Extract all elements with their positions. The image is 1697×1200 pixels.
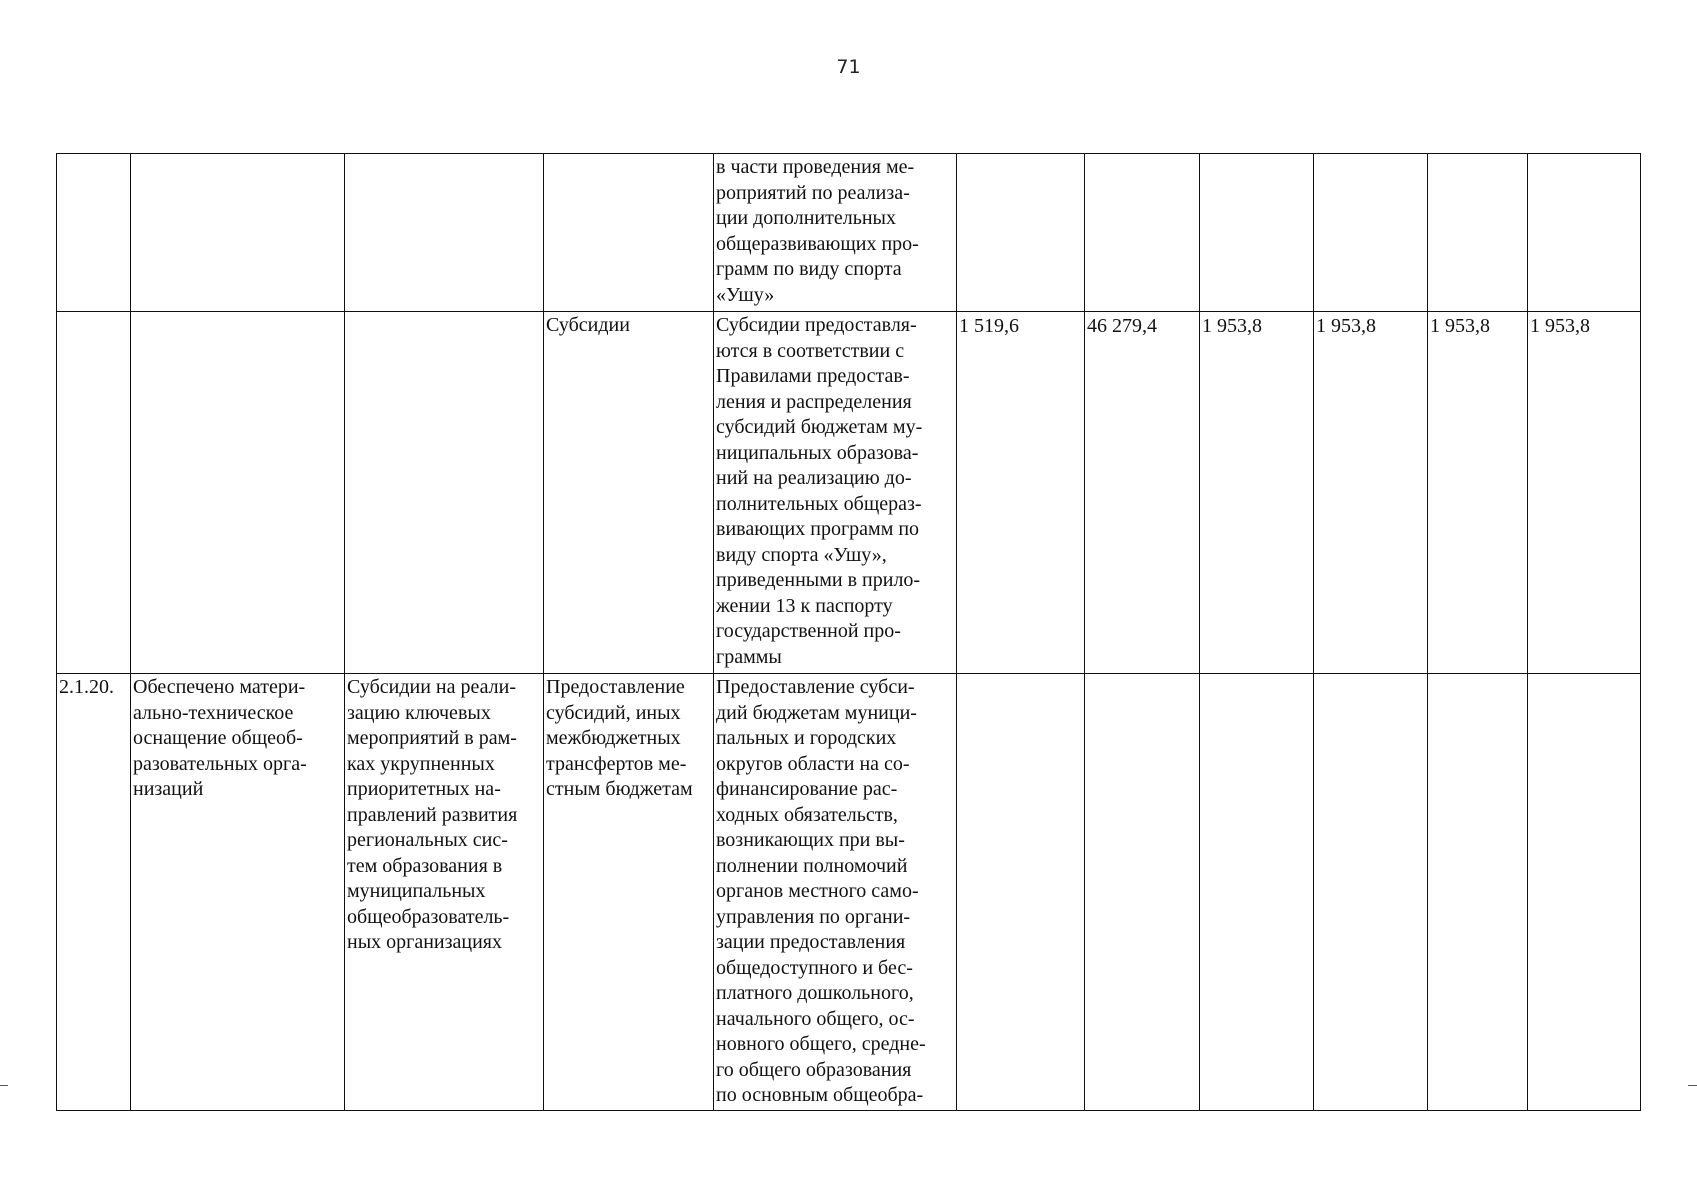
table-cell (345, 312, 544, 674)
table-cell (1314, 154, 1428, 312)
table-row (57, 312, 1641, 674)
table-cell (57, 154, 131, 312)
table-cell (957, 674, 1085, 1111)
table-cell (1428, 674, 1528, 1111)
table-cell: Предоставление субсидий, иных межбюджетных трансфертов ме- стным бюджетам (544, 674, 714, 1111)
table-cell: 1 953,8 (1528, 312, 1641, 674)
table-cell (1085, 154, 1200, 312)
table-cell (1528, 154, 1641, 312)
table-cell: 1 519,6 (957, 312, 1085, 674)
table-cell: 2.1.20. (57, 674, 131, 1111)
table-cell (57, 312, 131, 674)
table-cell (131, 312, 345, 674)
table-row (57, 674, 1641, 1111)
table-cell (131, 154, 345, 312)
table-cell: 1 953,8 (1314, 312, 1428, 674)
table-cell: 1 953,8 (1428, 312, 1528, 674)
table-cell (1528, 674, 1641, 1111)
table-cell: Субсидии на реали- зацию ключевых мероприятий в рам- ках укрупненных приоритетных на- правлений развития региональных сис- тем образования в муниципальных общеобразователь- ных организациях (345, 674, 544, 1111)
table-cell: 1 953,8 (1200, 312, 1314, 674)
table-cell (1200, 674, 1314, 1111)
budget-table (56, 153, 1641, 1111)
table-cell (544, 154, 714, 312)
table-cell: Субсидии (544, 312, 714, 674)
table-cell: Обеспечено матери- ально-техническое оснащение общеоб- разовательных орга- низаций (131, 674, 345, 1111)
scan-margin-mark (1688, 1085, 1697, 1086)
table-cell: Предоставление субси- дий бюджетам муници- пальных и городских округов области на со- финансирование рас- ходных обязательств, возникающих при вы- полнении полномочий органов местного само- управления по органи- зации предоставления общедоступного и бес- платного дошкольного, начального общего, ос- новного общего, средне- го общего образования по основным общеобра- (714, 674, 957, 1111)
table-cell (345, 154, 544, 312)
table-cell (957, 154, 1085, 312)
scan-margin-mark (0, 1085, 8, 1086)
table-cell (1428, 154, 1528, 312)
table-cell: 46 279,4 (1085, 312, 1200, 674)
table-cell: Субсидии предоставля- ются в соответствии с Правилами предостав- ления и распределения субсидий бюджетам му- ниципальных образова- ний на реализацию до- полнительных общераз- вивающих программ по виду спорта «Ушу», приведенными в прило- жении 13 к паспорту государственной про- граммы (714, 312, 957, 674)
table-row (57, 154, 1641, 312)
table-cell (1314, 674, 1428, 1111)
table-cell (1085, 674, 1200, 1111)
table-cell: в части проведения ме- роприятий по реализа- ции дополнительных общеразвивающих про- грамм по виду спорта «Ушу» (714, 154, 957, 312)
page-number: 71 (836, 56, 861, 78)
table-cell (1200, 154, 1314, 312)
